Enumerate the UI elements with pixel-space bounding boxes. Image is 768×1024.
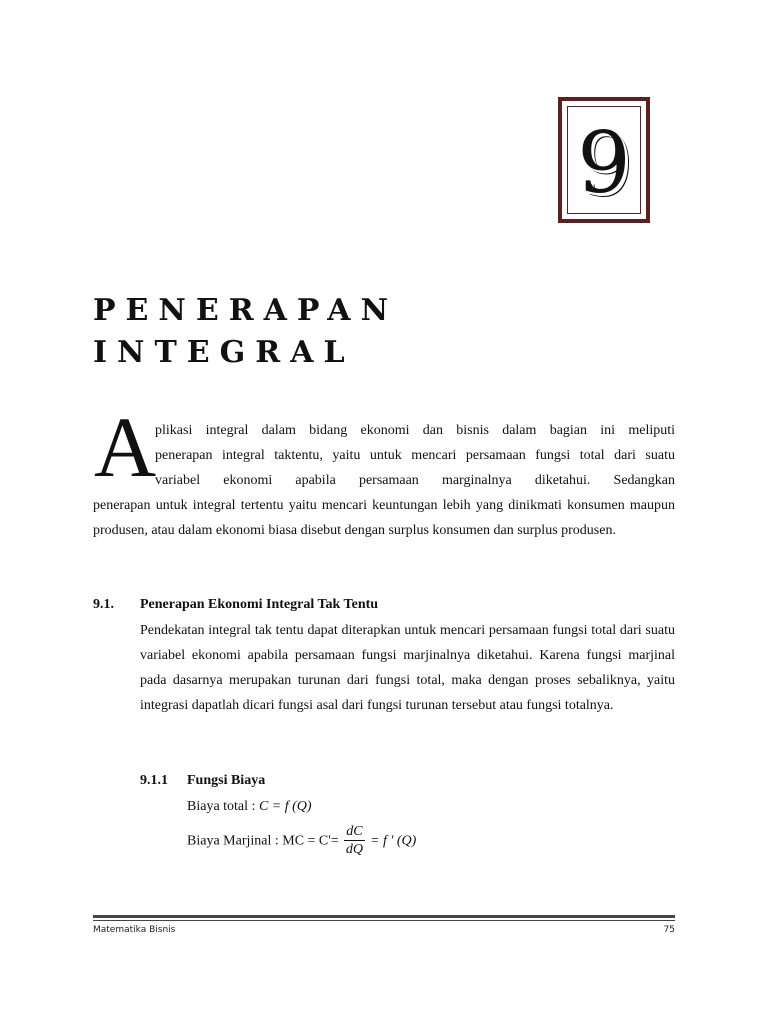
section-title: Penerapan Ekonomi Integral Tak Tentu xyxy=(140,597,379,612)
chapter-title-line-1: PENERAPAN xyxy=(93,293,398,328)
intro-line-1: plikasi integral dalam bidang ekonomi dan bisnis dalam bagian ini meliputi xyxy=(155,423,675,438)
marginal-cost-formula xyxy=(187,824,416,859)
subsection-title: Fungsi Biaya xyxy=(187,773,266,788)
intro-paragraph: penerapan untuk integral tertentu yaitu mencari keuntungan lebih yang dinikmati konsumen maupun produsen, atau dalam ekonomi biasa disebut dengan surplus konsumen dan surplus produsen. xyxy=(93,498,675,538)
chapter-number-box xyxy=(558,97,650,223)
intro-line-3: variabel ekonomi apabila persamaan marginalnya diketahui. Sedangkan xyxy=(155,473,675,488)
fraction-denominator: dQ xyxy=(345,842,363,857)
fraction-numerator: dC xyxy=(346,824,363,839)
marginal-cost-label: Biaya Marjinal : MC = C'= xyxy=(187,833,339,849)
footer-book-title: Matematika Bisnis xyxy=(93,925,176,935)
total-cost-formula xyxy=(187,797,312,817)
footer-rule-thin xyxy=(93,920,675,921)
drop-cap: A xyxy=(94,399,157,495)
total-cost-label: Biaya total : xyxy=(187,799,256,814)
total-cost-expression: C = f (Q) xyxy=(258,799,312,814)
chapter-title-line-2: INTEGRAL xyxy=(93,335,355,370)
footer-rule xyxy=(93,915,675,918)
marginal-cost-rhs: = f ' (Q) xyxy=(370,833,417,849)
subsection-number: 9.1.1 xyxy=(140,773,168,788)
section-paragraph: Pendekatan integral tak tentu dapat diterapkan untuk mencari persamaan fungsi total dari suatu variabel ekonomi apabila persamaan fungsi marjinalnya diketahui. Karena fungsi marjinal pada dasarnya merupakan turunan dari fungsi total, maka dengan proses sebaliknya, yaitu integrasi dapatlah dicari fungsi asal dari fungsi turunan tersebut atau fungsi totalnya. xyxy=(140,623,675,713)
chapter-title xyxy=(93,290,553,374)
section-number: 9.1. xyxy=(93,597,114,612)
chapter-number: 9 xyxy=(577,114,631,212)
intro-line-2: penerapan integral taktentu, yaitu untuk mencari persamaan fungsi total dari suatu xyxy=(155,448,675,463)
page-number: 75 xyxy=(663,925,675,935)
derivative-fraction xyxy=(344,824,364,859)
